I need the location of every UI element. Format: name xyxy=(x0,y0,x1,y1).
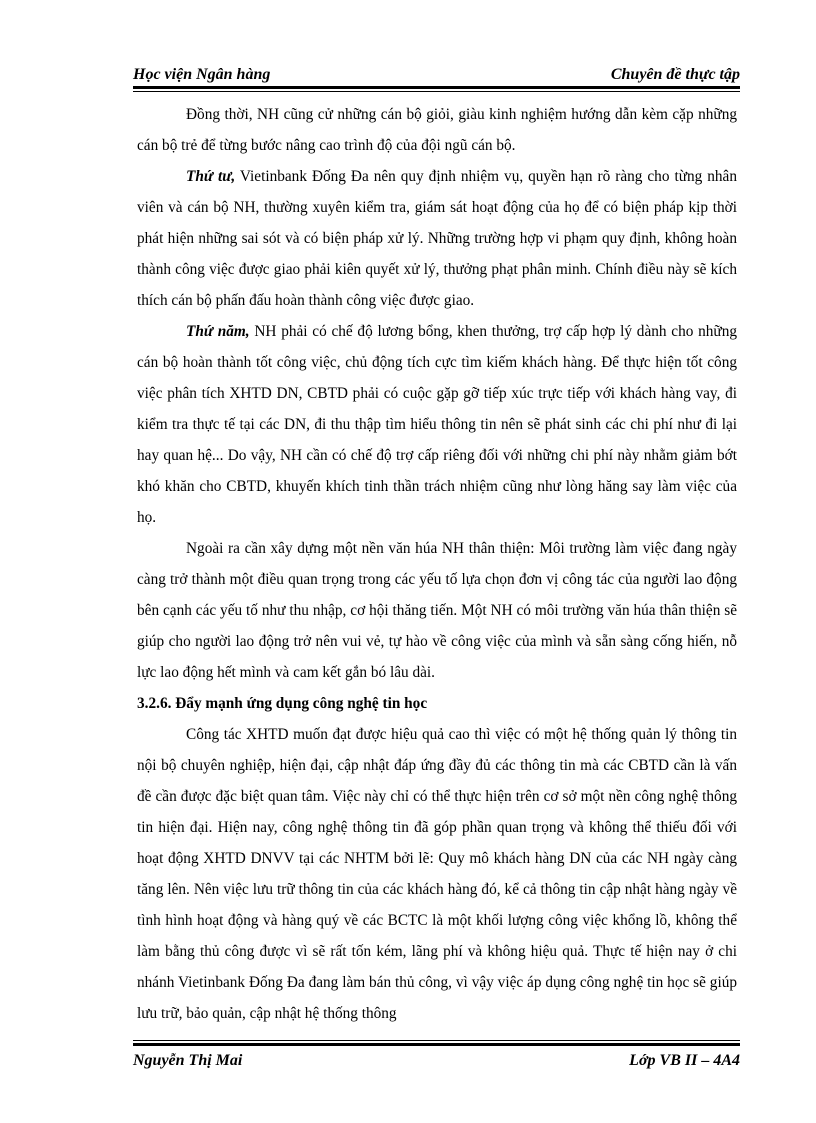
header-document-type: Chuyên đề thực tập xyxy=(610,66,740,83)
page-body xyxy=(137,99,737,1029)
footer-class: Lớp VB II – 4A4 xyxy=(629,1052,740,1069)
paragraph-text: NH phải có chế độ lương bổng, khen thưởng, trợ cấp hợp lý dành cho những cán bộ hoàn thành tốt công việc, chủ động tích cực tìm kiếm khách hàng. Để thực hiện tốt công việc phân tích XHTD DN, CBTD phải có cuộc gặp gỡ tiếp xúc trực tiếp với khách hàng vay, đi kiểm tra thực tế tại các DN, đi thu thập tìm hiểu thông tin nên sẽ phát sinh các chi phí như đi lại hay quan hệ... Do vậy, NH cần có chế độ trợ cấp riêng đối với những chi phí này nhằm giảm bớt khó khăn cho CBTD, khuyến khích tinh thần trách nhiệm cũng như lòng hăng say làm việc của họ. xyxy=(137,323,737,526)
header-rule xyxy=(133,86,740,89)
paragraph-lead: Thứ năm, xyxy=(186,323,250,340)
page-footer xyxy=(133,1046,740,1070)
paragraph-text: Vietinbank Đống Đa nên quy định nhiệm vụ, quyền hạn rõ ràng cho từng nhân viên và cán bộ NH, thường xuyên kiểm tra, giám sát hoạt động của họ để có biện pháp kịp thời phát hiện những sai sót và có biện pháp xử lý. Những trường hợp vi phạm quy định, không hoàn thành công việc được giao phải kiên quyết xử lý, thưởng phạt phân minh. Chính điều này sẽ kích thích cán bộ phấn đấu hoàn thành công việc được giao. xyxy=(137,168,737,309)
page-header xyxy=(133,60,740,84)
paragraph xyxy=(137,533,737,688)
paragraph-text: Đồng thời, NH cũng cử những cán bộ giỏi, giàu kinh nghiệm hướng dẫn kèm cặp những cán bộ trẻ để từng bước nâng cao trình độ của đội ngũ cán bộ. xyxy=(137,106,737,154)
header-institution: Học viện Ngân hàng xyxy=(133,66,271,83)
paragraph-text: Ngoài ra cần xây dựng một nền văn húa NH thân thiện: Môi trường làm việc đang ngày càng trở thành một điều quan trọng trong các yếu tố lựa chọn đơn vị công tác của người lao động bên cạnh các yếu tố như thu nhập, cơ hội thăng tiến. Một NH có môi trường văn húa thân thiện sẽ giúp cho người lao động trở nên vui vẻ, tự hào về công việc của mình và sẵn sàng cống hiến, nỗ lực lao động hết mình và cam kết gắn bó lâu dài. xyxy=(137,540,737,681)
footer-rule xyxy=(133,1040,740,1041)
paragraph-lead: Thứ tư, xyxy=(186,168,236,185)
footer-author: Nguyễn Thị Mai xyxy=(133,1052,243,1069)
paragraph xyxy=(137,316,737,533)
section-heading: 3.2.6. Đẩy mạnh ứng dụng công nghệ tin học xyxy=(137,695,428,712)
paragraph xyxy=(137,719,737,1029)
paragraph xyxy=(137,161,737,316)
paragraph xyxy=(137,99,737,161)
paragraph-text: Công tác XHTD muốn đạt được hiệu quả cao thì việc có một hệ thống quản lý thông tin nội bộ chuyên nghiệp, hiện đại, cập nhật đáp ứng đầy đủ các thông tin mà các CBTD cần là vấn đề cần được đặc biệt quan tâm. Việc này chỉ có thể thực hiện trên cơ sở một nền công nghệ thông tin hiện đại. Hiện nay, công nghệ thông tin đã góp phần quan trọng và không thể thiếu đối với hoạt động XHTD DNVV tại các NHTM bởi lẽ: Quy mô khách hàng DN của các NH ngày càng tăng lên. Nên việc lưu trữ thông tin của các khách hàng đó, kể cả thông tin cập nhật hàng ngày về tình hình hoạt động và hàng quý về các BCTC là một khối lượng công việc khổng lồ, không thể làm bằng thủ công được vì sẽ rất tốn kém, lãng phí và không hiệu quả. Thực tế hiện nay ở chi nhánh Vietinbank Đống Đa đang làm bán thủ công, vì vậy việc áp dụng công nghệ tin học sẽ giúp lưu trữ, bảo quản, cập nhật hệ thống thông xyxy=(137,726,737,1022)
